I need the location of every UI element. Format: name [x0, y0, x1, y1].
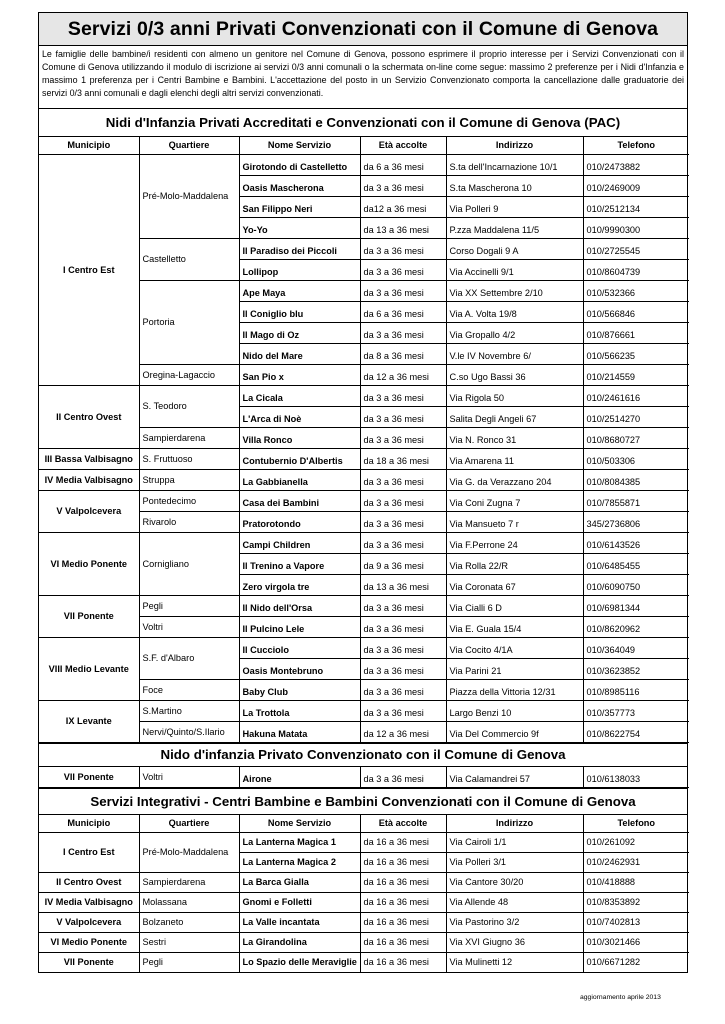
address: Via A. Volta 19/8	[446, 301, 583, 322]
age-range: da 3 a 36 mesi	[360, 767, 446, 788]
address: Via Mansueto 7 r	[446, 511, 583, 532]
service-name: La Trottola	[239, 700, 360, 721]
municipio-cell: VIII Medio Levante	[39, 637, 139, 700]
table-row	[39, 385, 689, 406]
phone: 010/876661	[583, 322, 689, 343]
phone: 010/7855871	[583, 490, 689, 511]
municipio-cell: VII Ponente	[39, 952, 139, 972]
phone: 010/566846	[583, 301, 689, 322]
quartiere-cell: S.F. d'Albaro	[139, 637, 239, 679]
age-range: da 3 a 36 mesi	[360, 490, 446, 511]
municipio-cell: I Centro Est	[39, 832, 139, 872]
column-header: Indirizzo	[446, 137, 583, 154]
service-name: Hakuna Matata	[239, 721, 360, 742]
address: S.ta Mascherona 10	[446, 175, 583, 196]
service-name: Pratorotondo	[239, 511, 360, 532]
address: Via Mulinetti 12	[446, 952, 583, 972]
age-range: da 3 a 36 mesi	[360, 406, 446, 427]
age-range: da 3 a 36 mesi	[360, 637, 446, 658]
age-range: da 12 a 36 mesi	[360, 364, 446, 385]
quartiere-cell: Oregina-Lagaccio	[139, 364, 239, 385]
service-name: San Filippo Neri	[239, 196, 360, 217]
service-name: Oasis Mascherona	[239, 175, 360, 196]
service-name: Baby Club	[239, 679, 360, 700]
address: Via Rigola 50	[446, 385, 583, 406]
document-sheet	[38, 12, 688, 973]
integrativi-table	[39, 815, 689, 972]
service-name: La Valle incantata	[239, 912, 360, 932]
age-range: da 3 a 36 mesi	[360, 385, 446, 406]
table-row	[39, 767, 689, 788]
quartiere-cell: Voltri	[139, 616, 239, 637]
age-range: da 3 a 36 mesi	[360, 700, 446, 721]
phone: 010/3021466	[583, 932, 689, 952]
address: Via Parini 21	[446, 658, 583, 679]
quartiere-cell: Foce	[139, 679, 239, 700]
age-range: da 6 a 36 mesi	[360, 154, 446, 175]
page-title: Servizi 0/3 anni Privati Convenzionati con il Comune di Genova	[39, 13, 687, 46]
quartiere-cell: Rivarolo	[139, 511, 239, 532]
table-row	[39, 892, 689, 912]
phone: 010/503306	[583, 448, 689, 469]
quartiere-cell: S. Fruttuoso	[139, 448, 239, 469]
age-range: da 8 a 36 mesi	[360, 343, 446, 364]
phone: 010/2469009	[583, 175, 689, 196]
quartiere-cell: Pontedecimo	[139, 490, 239, 511]
phone: 010/8622754	[583, 721, 689, 742]
age-range: da12 a 36 mesi	[360, 196, 446, 217]
intro-paragraph: Le famiglie delle bambine/i residenti con almeno un genitore nel Comune di Genova, possono esprimere il proprio interesse per i Servizi Convenzionati con il Comune di Genova utilizzando il modulo di iscrizione ai servizi 0/3 anni comunali o la schermata on-line come segue: massimo 2 preferenze per i Nidi d'Infanzia e massimo 1 preferenza per i Centri Bambine e Bambini. L'accettazione del posto in un Servizio Convenzionato comporta la cancellazione dalle graduatorie dei servizi 0/3 anni comunali e dagli elenchi degli altri servizi convenzionati.	[39, 46, 687, 109]
phone: 010/8620962	[583, 616, 689, 637]
column-header: Telefono	[583, 137, 689, 154]
municipio-cell: IV Media Valbisagno	[39, 469, 139, 490]
service-name: La Cicala	[239, 385, 360, 406]
municipio-cell: IV Media Valbisagno	[39, 892, 139, 912]
service-name: Ape Maya	[239, 280, 360, 301]
age-range: da 3 a 36 mesi	[360, 469, 446, 490]
address: S.ta dell'Incarnazione 10/1	[446, 154, 583, 175]
quartiere-cell: Bolzaneto	[139, 912, 239, 932]
phone: 010/6138033	[583, 767, 689, 788]
phone: 010/261092	[583, 832, 689, 852]
service-name: La Gabbianella	[239, 469, 360, 490]
address: Via XVI Giugno 36	[446, 932, 583, 952]
address: Via Allende 48	[446, 892, 583, 912]
phone: 010/6090750	[583, 574, 689, 595]
address: Piazza della Vittoria 12/31	[446, 679, 583, 700]
service-name: Contubernio D'Albertis	[239, 448, 360, 469]
address: V.le IV Novembre 6/	[446, 343, 583, 364]
column-header: Età accolte	[360, 815, 446, 832]
phone: 010/6143526	[583, 532, 689, 553]
quartiere-cell: Portoria	[139, 280, 239, 364]
pac-table	[39, 137, 689, 743]
table-row	[39, 532, 689, 553]
age-range: da 3 a 36 mesi	[360, 679, 446, 700]
age-range: da 13 a 36 mesi	[360, 217, 446, 238]
age-range: da 3 a 36 mesi	[360, 175, 446, 196]
column-header: Quartiere	[139, 815, 239, 832]
phone: 010/8680727	[583, 427, 689, 448]
address: Via Cantore 30/20	[446, 872, 583, 892]
service-name: La Lanterna Magica 2	[239, 852, 360, 872]
municipio-cell: VII Ponente	[39, 767, 139, 788]
column-header: Municipio	[39, 815, 139, 832]
address: Via Del Commercio 9f	[446, 721, 583, 742]
table-row	[39, 700, 689, 721]
phone: 010/9990300	[583, 217, 689, 238]
phone: 010/8084385	[583, 469, 689, 490]
phone: 010/2462931	[583, 852, 689, 872]
phone: 010/418888	[583, 872, 689, 892]
table-row	[39, 637, 689, 658]
table-row	[39, 832, 689, 852]
column-header: Nome Servizio	[239, 137, 360, 154]
service-name: Lollipop	[239, 259, 360, 280]
quartiere-cell: Sampierdarena	[139, 427, 239, 448]
column-header: Quartiere	[139, 137, 239, 154]
table-row	[39, 932, 689, 952]
phone: 010/8604739	[583, 259, 689, 280]
age-range: da 3 a 36 mesi	[360, 616, 446, 637]
service-name: Casa dei Bambini	[239, 490, 360, 511]
phone: 010/566235	[583, 343, 689, 364]
service-name: Il Mago di Oz	[239, 322, 360, 343]
service-name: La Girandolina	[239, 932, 360, 952]
phone: 010/6485455	[583, 553, 689, 574]
address: Via Cocito 4/1A	[446, 637, 583, 658]
table-row	[39, 912, 689, 932]
age-range: da 12 a 36 mesi	[360, 721, 446, 742]
phone: 010/214559	[583, 364, 689, 385]
address: Largo Benzi 10	[446, 700, 583, 721]
service-name: Yo-Yo	[239, 217, 360, 238]
address: Via Pastorino 3/2	[446, 912, 583, 932]
service-name: Villa Ronco	[239, 427, 360, 448]
phone: 345/2736806	[583, 511, 689, 532]
update-note: aggiornamento aprile 2013	[580, 994, 661, 1001]
quartiere-cell: Sampierdarena	[139, 872, 239, 892]
table-header-row	[39, 815, 689, 832]
service-name: San Pio x	[239, 364, 360, 385]
section-title-private-nido: Nido d'infanzia Privato Convenzionato con il Comune di Genova	[39, 743, 687, 767]
service-name: Il Coniglio blu	[239, 301, 360, 322]
address: Via Polleri 3/1	[446, 852, 583, 872]
age-range: da 16 a 36 mesi	[360, 872, 446, 892]
age-range: da 3 a 36 mesi	[360, 427, 446, 448]
private-nido-table	[39, 767, 689, 789]
quartiere-cell: Pegli	[139, 595, 239, 616]
municipio-cell: V Valpolcevera	[39, 490, 139, 532]
address: Via Cialli 6 D	[446, 595, 583, 616]
column-header: Telefono	[583, 815, 689, 832]
table-header-row	[39, 137, 689, 154]
age-range: da 3 a 36 mesi	[360, 238, 446, 259]
age-range: da 13 a 36 mesi	[360, 574, 446, 595]
age-range: da 16 a 36 mesi	[360, 832, 446, 852]
age-range: da 3 a 36 mesi	[360, 259, 446, 280]
address: Via Amarena 11	[446, 448, 583, 469]
address: P.zza Maddalena 11/5	[446, 217, 583, 238]
phone: 010/2512134	[583, 196, 689, 217]
phone: 010/2514270	[583, 406, 689, 427]
table-row	[39, 595, 689, 616]
phone: 010/357773	[583, 700, 689, 721]
service-name: Il Trenino a Vapore	[239, 553, 360, 574]
municipio-cell: I Centro Est	[39, 154, 139, 385]
address: Via Cairoli 1/1	[446, 832, 583, 852]
phone: 010/364049	[583, 637, 689, 658]
service-name: Gnomi e Folletti	[239, 892, 360, 912]
quartiere-cell: Castelletto	[139, 238, 239, 280]
column-header: Municipio	[39, 137, 139, 154]
service-name: Il Paradiso dei Piccoli	[239, 238, 360, 259]
phone: 010/7402813	[583, 912, 689, 932]
service-name: Zero virgola tre	[239, 574, 360, 595]
service-name: Campi Children	[239, 532, 360, 553]
address: Via N. Ronco 31	[446, 427, 583, 448]
municipio-cell: VII Ponente	[39, 595, 139, 637]
address: Via Rolla 22/R	[446, 553, 583, 574]
age-range: da 3 a 36 mesi	[360, 322, 446, 343]
quartiere-cell: S. Teodoro	[139, 385, 239, 427]
address: Via Gropallo 4/2	[446, 322, 583, 343]
quartiere-cell: S.Martino	[139, 700, 239, 721]
municipio-cell: VI Medio Ponente	[39, 932, 139, 952]
quartiere-cell: Cornigliano	[139, 532, 239, 595]
column-header: Indirizzo	[446, 815, 583, 832]
address: Via E. Guala 15/4	[446, 616, 583, 637]
address: Salita Degli Angeli 67	[446, 406, 583, 427]
service-name: Il Cucciolo	[239, 637, 360, 658]
phone: 010/532366	[583, 280, 689, 301]
address: Via Coni Zugna 7	[446, 490, 583, 511]
address: Via Accinelli 9/1	[446, 259, 583, 280]
phone: 010/2461616	[583, 385, 689, 406]
service-name: Airone	[239, 767, 360, 788]
age-range: da 18 a 36 mesi	[360, 448, 446, 469]
phone: 010/6671282	[583, 952, 689, 972]
quartiere-cell: Nervi/Quinto/S.Ilario	[139, 721, 239, 742]
municipio-cell: II Centro Ovest	[39, 872, 139, 892]
address: C.so Ugo Bassi 36	[446, 364, 583, 385]
table-row	[39, 490, 689, 511]
municipio-cell: IX Levante	[39, 700, 139, 742]
phone: 010/2725545	[583, 238, 689, 259]
table-row	[39, 872, 689, 892]
municipio-cell: VI Medio Ponente	[39, 532, 139, 595]
table-row	[39, 952, 689, 972]
service-name: Oasis Montebruno	[239, 658, 360, 679]
service-name: Girotondo di Castelletto	[239, 154, 360, 175]
address: Via F.Perrone 24	[446, 532, 583, 553]
section-title-pac: Nidi d'Infanzia Privati Accreditati e Convenzionati con il Comune di Genova (PAC)	[39, 109, 687, 137]
service-name: Il Nido dell'Orsa	[239, 595, 360, 616]
column-header: Età accolte	[360, 137, 446, 154]
municipio-cell: II Centro Ovest	[39, 385, 139, 448]
age-range: da 3 a 36 mesi	[360, 280, 446, 301]
service-name: Il Pulcino Lele	[239, 616, 360, 637]
quartiere-cell: Pré-Molo-Maddalena	[139, 154, 239, 238]
quartiere-cell: Pré-Molo-Maddalena	[139, 832, 239, 872]
service-name: La Barca Gialla	[239, 872, 360, 892]
quartiere-cell: Sestri	[139, 932, 239, 952]
column-header: Nome Servizio	[239, 815, 360, 832]
service-name: La Lanterna Magica 1	[239, 832, 360, 852]
table-row	[39, 469, 689, 490]
age-range: da 6 a 36 mesi	[360, 301, 446, 322]
service-name: Nido del Mare	[239, 343, 360, 364]
municipio-cell: V Valpolcevera	[39, 912, 139, 932]
phone: 010/8985116	[583, 679, 689, 700]
age-range: da 9 a 36 mesi	[360, 553, 446, 574]
phone: 010/3623852	[583, 658, 689, 679]
address: Corso Dogali 9 A	[446, 238, 583, 259]
address: Via G. da Verazzano 204	[446, 469, 583, 490]
quartiere-cell: Struppa	[139, 469, 239, 490]
age-range: da 3 a 36 mesi	[360, 595, 446, 616]
age-range: da 16 a 36 mesi	[360, 952, 446, 972]
age-range: da 3 a 36 mesi	[360, 532, 446, 553]
age-range: da 16 a 36 mesi	[360, 932, 446, 952]
address: Via Polleri 9	[446, 196, 583, 217]
address: Via XX Settembre 2/10	[446, 280, 583, 301]
age-range: da 16 a 36 mesi	[360, 892, 446, 912]
quartiere-cell: Molassana	[139, 892, 239, 912]
age-range: da 16 a 36 mesi	[360, 852, 446, 872]
phone: 010/6981344	[583, 595, 689, 616]
age-range: da 3 a 36 mesi	[360, 658, 446, 679]
service-name: Lo Spazio delle Meraviglie	[239, 952, 360, 972]
address: Via Coronata 67	[446, 574, 583, 595]
municipio-cell: III Bassa Valbisagno	[39, 448, 139, 469]
quartiere-cell: Voltri	[139, 767, 239, 788]
service-name: L'Arca di Noè	[239, 406, 360, 427]
phone: 010/8353892	[583, 892, 689, 912]
section-title-integrativi: Servizi Integrativi - Centri Bambine e Bambini Convenzionati con il Comune di Genova	[39, 788, 687, 815]
phone: 010/2473882	[583, 154, 689, 175]
table-row	[39, 448, 689, 469]
quartiere-cell: Pegli	[139, 952, 239, 972]
age-range: da 16 a 36 mesi	[360, 912, 446, 932]
age-range: da 3 a 36 mesi	[360, 511, 446, 532]
address: Via Calamandrei 57	[446, 767, 583, 788]
table-row	[39, 154, 689, 175]
